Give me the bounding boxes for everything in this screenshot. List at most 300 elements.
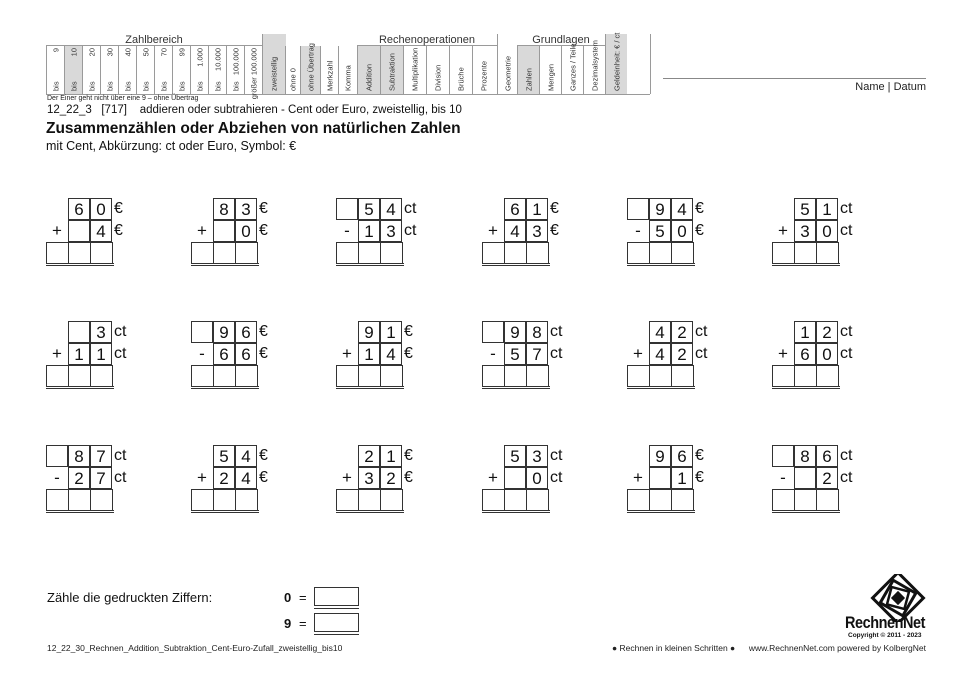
result-row <box>627 365 695 387</box>
zahlbereich-col-11 <box>244 46 262 100</box>
unit-bottom: € <box>695 222 704 239</box>
result-tens[interactable] <box>649 489 672 511</box>
unit-bottom: ct <box>840 469 853 486</box>
group-zahlbereich: Zahlbereich <box>46 34 262 46</box>
zahlbereich-col-9 <box>208 46 226 94</box>
grundlagen-col-0-label: Zahlen <box>524 68 533 91</box>
result-tens[interactable] <box>358 242 381 264</box>
unit-top: ct <box>404 200 417 217</box>
zahlbereich-col-10-value: 100.000 <box>231 48 240 76</box>
result-tens[interactable] <box>213 242 236 264</box>
bottom-tens: 6 <box>794 343 816 365</box>
problem-17 <box>627 445 717 515</box>
result-tens[interactable] <box>794 242 817 264</box>
unit-bottom: ct <box>695 345 708 362</box>
op-placeholder-box <box>191 321 213 343</box>
result-units[interactable] <box>526 365 549 387</box>
result-row <box>772 242 840 264</box>
problem-7 <box>46 321 136 391</box>
rechen-col-0 <box>357 46 380 94</box>
operator: + <box>488 468 498 487</box>
problem-10 <box>482 321 572 391</box>
operator: - <box>54 468 60 487</box>
double-underline <box>627 263 695 266</box>
result-units[interactable] <box>380 489 403 511</box>
double-underline <box>46 263 114 266</box>
top-tens: 2 <box>358 445 380 467</box>
result-hundreds[interactable] <box>191 489 214 511</box>
result-tens[interactable] <box>358 365 381 387</box>
unit-top: € <box>259 200 268 217</box>
result-units[interactable] <box>671 365 694 387</box>
result-hundreds[interactable] <box>46 365 69 387</box>
problem-14 <box>191 445 281 515</box>
bottom-tens <box>504 467 526 489</box>
bottom-units: 3 <box>526 220 548 242</box>
unit-top: € <box>259 323 268 340</box>
bottom-tens: 3 <box>358 467 380 489</box>
unit-top: ct <box>114 447 127 464</box>
geometrie-col <box>497 34 517 94</box>
result-hundreds[interactable] <box>191 365 214 387</box>
result-units[interactable] <box>671 489 694 511</box>
zahlbereich-col-0-label: bis <box>51 81 60 91</box>
op-placeholder-box <box>46 445 68 467</box>
top-units: 6 <box>671 445 693 467</box>
misc-col-4 <box>338 46 357 94</box>
misc-col-3 <box>320 46 338 94</box>
top-units: 6 <box>816 445 838 467</box>
result-units[interactable] <box>235 242 258 264</box>
unit-top: ct <box>840 447 853 464</box>
result-row <box>336 365 404 387</box>
result-row <box>336 242 404 264</box>
bottom-tens <box>649 467 671 489</box>
double-underline <box>482 510 550 513</box>
zahlbereich-col-1-value: 10 <box>69 48 78 57</box>
top-units: 6 <box>235 321 257 343</box>
result-row <box>46 242 114 264</box>
bottom-units: 4 <box>380 343 402 365</box>
result-units[interactable] <box>90 365 113 387</box>
zahlbereich-col-8-label: bis <box>195 81 204 91</box>
rechen-col-0-label: Addition <box>364 63 374 91</box>
top-tens: 5 <box>504 445 526 467</box>
double-underline <box>627 510 695 513</box>
bottom-units: 7 <box>526 343 548 365</box>
footer-slogan: ● Rechnen in kleinen Schritten ● <box>612 643 736 653</box>
misc-col-1-label: ohne 0 <box>288 68 298 91</box>
result-row <box>772 489 840 511</box>
double-underline <box>191 510 259 513</box>
geldeinheit-col-label: Geldeinheit: € / ct <box>612 32 621 91</box>
zahlbereich-col-0 <box>46 46 64 94</box>
unit-bottom: ct <box>114 469 127 486</box>
result-tens[interactable] <box>68 365 91 387</box>
unit-top: € <box>404 447 413 464</box>
top-units: 1 <box>526 198 548 220</box>
bottom-tens: 1 <box>358 343 380 365</box>
result-tens[interactable] <box>649 242 672 264</box>
zahlbereich-col-11-value: größer 100.000 <box>249 48 258 100</box>
problem-12 <box>772 321 862 391</box>
top-tens: 9 <box>504 321 526 343</box>
unit-bottom: ct <box>404 222 417 239</box>
top-units: 0 <box>90 198 112 220</box>
zahlbereich-col-2 <box>82 46 100 94</box>
result-tens[interactable] <box>213 489 236 511</box>
bottom-tens: 2 <box>68 467 90 489</box>
count-label: Zähle die gedruckten Ziffern: <box>47 590 213 605</box>
misc-col-1 <box>285 46 300 94</box>
geometrie-col-label: Geometrie <box>503 55 512 91</box>
result-hundreds[interactable] <box>336 242 359 264</box>
problem-18 <box>772 445 862 515</box>
unit-bottom: € <box>404 345 413 362</box>
operator: + <box>52 344 62 363</box>
operator: + <box>488 221 498 240</box>
result-hundreds[interactable] <box>336 489 359 511</box>
double-underline <box>627 386 695 389</box>
unit-bottom: ct <box>114 345 127 362</box>
bottom-tens: 1 <box>68 343 90 365</box>
unit-bottom: € <box>550 222 559 239</box>
page-title: Zusammenzählen oder Abziehen von natürlichen Zahlen <box>46 120 461 137</box>
zahlbereich-col-4 <box>118 46 136 94</box>
rechen-col-2 <box>403 46 426 94</box>
misc-col-3-label: Merkzahl <box>325 60 334 91</box>
result-row <box>191 242 259 264</box>
result-row <box>46 365 114 387</box>
result-units[interactable] <box>526 489 549 511</box>
result-tens[interactable] <box>794 489 817 511</box>
bottom-units: 4 <box>235 467 257 489</box>
result-units[interactable] <box>671 242 694 264</box>
top-units: 1 <box>380 321 402 343</box>
bottom-units: 2 <box>816 467 838 489</box>
unit-bottom: € <box>695 469 704 486</box>
count-digit-0: 0 <box>284 590 292 605</box>
unit-top: ct <box>114 323 127 340</box>
result-tens[interactable] <box>504 242 527 264</box>
unit-bottom: ct <box>550 345 563 362</box>
double-underline <box>772 386 840 389</box>
count-eq-0: = <box>299 590 307 605</box>
unit-top: € <box>695 447 704 464</box>
result-units[interactable] <box>526 242 549 264</box>
result-hundreds[interactable] <box>627 365 650 387</box>
unit-top: € <box>550 200 559 217</box>
result-hundreds[interactable] <box>482 489 505 511</box>
grundlagen-col-1 <box>539 46 561 94</box>
top-tens: 5 <box>358 198 380 220</box>
zahlbereich-col-0-value: 9 <box>51 48 60 53</box>
unit-top: € <box>695 200 704 217</box>
zahlbereich-col-3-label: bis <box>105 81 114 91</box>
operator: + <box>342 468 352 487</box>
zahlbereich-col-5 <box>136 46 154 94</box>
unit-top: € <box>114 200 123 217</box>
top-units: 8 <box>526 321 548 343</box>
bottom-units: 0 <box>816 343 838 365</box>
op-placeholder-box <box>482 321 504 343</box>
operator: - <box>490 344 496 363</box>
zahlbereich-col-7-label: bis <box>177 81 186 91</box>
grundlagen-col-0 <box>517 46 539 94</box>
zahlbereich-col-6 <box>154 46 172 94</box>
top-units: 7 <box>90 445 112 467</box>
unit-top: ct <box>550 447 563 464</box>
rechen-col-4 <box>449 46 472 94</box>
result-units[interactable] <box>235 489 258 511</box>
rechen-col-4-label: Brüche <box>456 67 466 91</box>
unit-top: ct <box>840 323 853 340</box>
count-eq-9: = <box>299 616 307 631</box>
top-tens: 5 <box>213 445 235 467</box>
logo-text: RechnenNet <box>845 613 926 632</box>
zahlbereich-col-9-value: 10.000 <box>213 48 222 71</box>
operator: - <box>780 468 786 487</box>
result-hundreds[interactable] <box>191 242 214 264</box>
result-hundreds[interactable] <box>772 489 795 511</box>
bottom-units: 2 <box>380 467 402 489</box>
bottom-units: 2 <box>671 343 693 365</box>
result-tens[interactable] <box>358 489 381 511</box>
zahlbereich-col-3-value: 30 <box>105 48 114 57</box>
bottom-tens: 5 <box>649 220 671 242</box>
problem-11 <box>627 321 717 391</box>
bottom-tens <box>213 220 235 242</box>
result-row <box>336 489 404 511</box>
problem-13 <box>46 445 136 515</box>
result-units[interactable] <box>380 242 403 264</box>
group-grundlagen: Grundlagen <box>517 34 605 46</box>
grundlagen-col-1-label: Mengen <box>546 63 555 91</box>
bottom-tens: 3 <box>794 220 816 242</box>
problem-6 <box>772 198 862 268</box>
rechen-col-3 <box>426 46 449 94</box>
zahlbereich-col-2-value: 20 <box>87 48 96 57</box>
result-units[interactable] <box>816 489 839 511</box>
grundlagen-col-3-label: Dezimalsystem <box>590 40 599 91</box>
rechen-col-3-label: Division <box>433 64 443 91</box>
top-units: 2 <box>816 321 838 343</box>
zahlbereich-col-1 <box>64 46 82 94</box>
table-right-border <box>650 34 651 94</box>
misc-col-2-label: ohne Übertrag <box>306 43 315 91</box>
result-tens[interactable] <box>649 365 672 387</box>
top-tens: 9 <box>213 321 235 343</box>
problem-9 <box>336 321 426 391</box>
top-units: 3 <box>526 445 548 467</box>
top-units: 3 <box>90 321 112 343</box>
double-underline <box>191 386 259 389</box>
operator: + <box>197 468 207 487</box>
double-underline <box>46 386 114 389</box>
result-row <box>191 365 259 387</box>
double-underline <box>482 386 550 389</box>
top-tens: 9 <box>649 445 671 467</box>
geldeinheit-col <box>605 34 627 94</box>
result-tens[interactable] <box>794 365 817 387</box>
result-units[interactable] <box>90 489 113 511</box>
result-units[interactable] <box>380 365 403 387</box>
result-row <box>627 489 695 511</box>
result-hundreds[interactable] <box>772 365 795 387</box>
zahlbereich-col-4-label: bis <box>123 81 132 91</box>
zahlbereich-col-3 <box>100 46 118 94</box>
operator: + <box>342 344 352 363</box>
zahlbereich-col-5-label: bis <box>141 81 150 91</box>
result-hundreds[interactable] <box>336 365 359 387</box>
result-tens[interactable] <box>504 489 527 511</box>
bottom-tens: 5 <box>504 343 526 365</box>
result-row <box>191 489 259 511</box>
problem-1 <box>46 198 136 268</box>
name-date-label: Name | Datum <box>855 81 926 93</box>
unit-bottom: ct <box>840 345 853 362</box>
bottom-units: 0 <box>526 467 548 489</box>
hint-text: Der Einer geht nicht über eine 9 – ohne Übertrag <box>47 95 199 102</box>
result-tens[interactable] <box>504 365 527 387</box>
bottom-tens <box>68 220 90 242</box>
zahlbereich-col-5-value: 50 <box>141 48 150 57</box>
count-input-9[interactable] <box>314 613 359 632</box>
rechen-col-1 <box>380 46 403 94</box>
zahlbereich-col-4-value: 40 <box>123 48 132 57</box>
zahlbereich-col-9-label: bis <box>213 81 222 91</box>
zahlbereich-col-10 <box>226 46 244 94</box>
bottom-units: 0 <box>235 220 257 242</box>
top-units: 1 <box>380 445 402 467</box>
misc-col-0 <box>262 34 285 94</box>
zahlbereich-col-6-label: bis <box>159 81 168 91</box>
footer-site: www.RechnenNet.com powered by KolbergNet <box>748 643 926 653</box>
zahlbereich-col-8-value: 1.000 <box>195 48 204 67</box>
unit-bottom: ct <box>550 469 563 486</box>
rechen-col-5 <box>472 46 495 94</box>
result-hundreds[interactable] <box>482 242 505 264</box>
result-units[interactable] <box>90 242 113 264</box>
double-underline <box>482 263 550 266</box>
exercise-code: 12_22_3 [717] addieren oder subtrahieren - Cent oder Euro, zweistellig, bis 10 <box>47 104 462 116</box>
zahlbereich-col-1-label: bis <box>69 81 78 91</box>
top-tens: 4 <box>649 321 671 343</box>
bottom-units: 4 <box>90 220 112 242</box>
result-hundreds[interactable] <box>627 242 650 264</box>
problem-4 <box>482 198 572 268</box>
bottom-units: 0 <box>816 220 838 242</box>
result-hundreds[interactable] <box>46 489 69 511</box>
operator: - <box>344 221 350 240</box>
top-tens: 9 <box>358 321 380 343</box>
misc-col-0-label: zweistellig <box>269 56 279 91</box>
result-hundreds[interactable] <box>46 242 69 264</box>
zahlbereich-col-7-value: 99 <box>177 48 186 57</box>
result-row <box>482 365 550 387</box>
bottom-units: 1 <box>671 467 693 489</box>
operator: - <box>199 344 205 363</box>
bottom-units: 0 <box>671 220 693 242</box>
result-tens[interactable] <box>68 489 91 511</box>
result-row <box>482 489 550 511</box>
rechen-col-1-label: Subtraktion <box>387 53 397 91</box>
rechen-col-5-label: Prozente <box>479 60 489 91</box>
bottom-tens: 1 <box>358 220 380 242</box>
double-underline <box>772 263 840 266</box>
top-units: 3 <box>235 198 257 220</box>
double-underline <box>191 263 259 266</box>
zahlbereich-col-7 <box>172 46 190 94</box>
problem-15 <box>336 445 426 515</box>
top-tens: 6 <box>504 198 526 220</box>
misc-col-2 <box>300 43 320 94</box>
unit-bottom: € <box>259 345 268 362</box>
top-tens: 8 <box>794 445 816 467</box>
bottom-tens: 2 <box>213 467 235 489</box>
unit-top: € <box>404 323 413 340</box>
zahlbereich-col-10-label: bis <box>231 81 240 91</box>
result-units[interactable] <box>816 365 839 387</box>
double-underline <box>336 263 404 266</box>
problem-3 <box>336 198 426 268</box>
result-units[interactable] <box>816 242 839 264</box>
problem-8 <box>191 321 281 391</box>
name-date-line <box>663 78 926 79</box>
unit-bottom: € <box>114 222 123 239</box>
double-underline <box>336 510 404 513</box>
bottom-tens: 4 <box>504 220 526 242</box>
bottom-tens: 4 <box>649 343 671 365</box>
op-placeholder-box <box>772 445 794 467</box>
operator: + <box>197 221 207 240</box>
operator: + <box>52 221 62 240</box>
unit-top: ct <box>695 323 708 340</box>
zahlbereich-col-6-value: 70 <box>159 48 168 57</box>
result-row <box>46 489 114 511</box>
top-units: 1 <box>816 198 838 220</box>
grundlagen-col-3 <box>583 40 605 94</box>
result-tens[interactable] <box>68 242 91 264</box>
operator: - <box>635 221 641 240</box>
count-input-0[interactable] <box>314 587 359 606</box>
problem-16 <box>482 445 572 515</box>
op-placeholder-box <box>336 198 358 220</box>
double-underline <box>336 386 404 389</box>
top-tens: 5 <box>794 198 816 220</box>
top-tens <box>68 321 90 343</box>
top-tens: 8 <box>213 198 235 220</box>
bottom-tens <box>794 467 816 489</box>
double-underline <box>46 510 114 513</box>
result-hundreds[interactable] <box>772 242 795 264</box>
group-rechenoperationen: Rechenoperationen <box>357 34 497 46</box>
unit-bottom: € <box>404 469 413 486</box>
result-tens[interactable] <box>213 365 236 387</box>
top-units: 4 <box>380 198 402 220</box>
operator: + <box>633 344 643 363</box>
double-underline <box>772 510 840 513</box>
bottom-units: 6 <box>235 343 257 365</box>
op-placeholder-box <box>627 198 649 220</box>
result-units[interactable] <box>235 365 258 387</box>
result-row <box>772 365 840 387</box>
grundlagen-col-2-label: Ganzes / Teile <box>568 43 577 91</box>
rechen-col-2-label: Multiplikation <box>410 47 420 91</box>
result-hundreds[interactable] <box>627 489 650 511</box>
result-hundreds[interactable] <box>482 365 505 387</box>
zahlbereich-col-8 <box>190 46 208 94</box>
